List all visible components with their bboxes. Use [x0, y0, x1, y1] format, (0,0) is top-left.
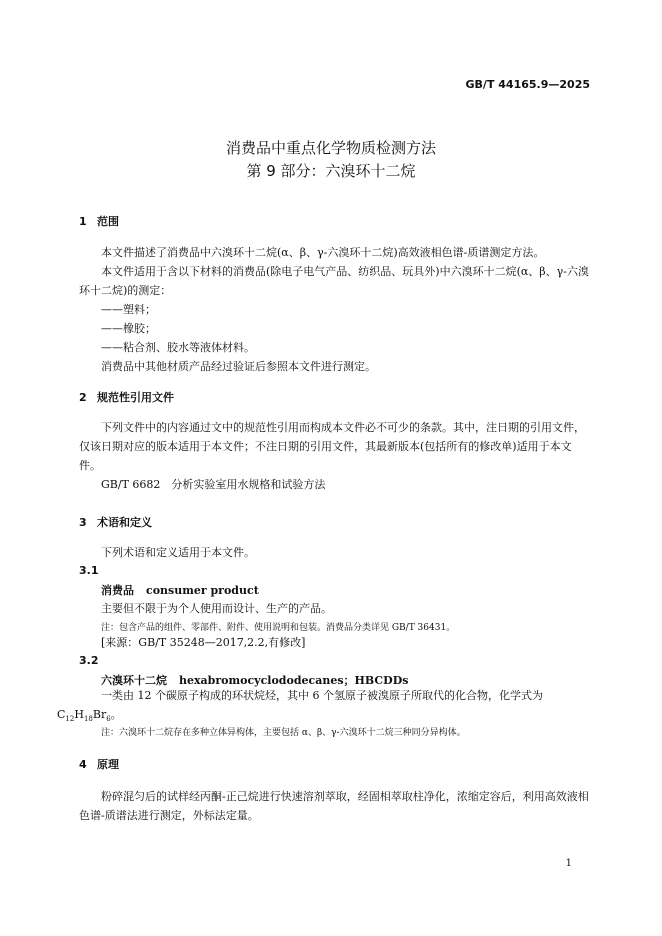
term-number: 3.2 — [79, 654, 99, 667]
list-item: ——橡胶； — [101, 322, 156, 335]
section-4-body: 粉碎混匀后的试样经丙酮-正己烷进行快速溶剂萃取，经固相萃取柱净化，浓缩定容后，利用高效液相色谱-质谱法进行测定，外标法定量。 — [79, 790, 589, 822]
paragraph: 本文件适用于含以下材料的消费品(除电子电气产品、纺织品、玩具外)中六溴环十二烷(α、β、γ-六溴环十二烷)的测定： — [79, 265, 589, 297]
term-en: consumer product — [146, 584, 259, 597]
list-item: ——粘合剂、胶水等液体材料。 — [101, 341, 255, 354]
reference-item: GB/T 6682 分析实验室用水规格和试验方法 — [101, 478, 326, 491]
chemical-formula: $C_{12}H_{18}Br_6$。 — [57, 708, 122, 724]
term-zh: 消费品 — [101, 584, 134, 597]
document-title: 消费品中重点化学物质检测方法 — [225, 139, 436, 157]
term-entry — [101, 582, 259, 598]
term-definition: 主要但不限于为个人使用而设计、生产的产品。 — [101, 602, 332, 615]
section-3-intro: 下列术语和定义适用于本文件。 — [101, 546, 255, 559]
paragraph: 消费品中其他材质产品经过验证后参照本文件进行测定。 — [101, 360, 376, 373]
paragraph: 下列文件中的内容通过文中的规范性引用而构成本文件必不可少的条款。其中，注日期的引用文件，仅该日期对应的版本适用于本文件；不注日期的引用文件，其最新版本(包括所有的修改单)适用于本文件。 — [79, 421, 585, 472]
term-number: 3.1 — [79, 564, 99, 577]
section-1-heading: 1 范围 — [79, 215, 119, 228]
section-2-body — [79, 418, 591, 494]
document-subtitle: 第 9 部分：六溴环十二烷 — [246, 162, 416, 180]
section-1-body — [79, 243, 591, 376]
term-source: [来源：GB/T 35248—2017,2.2,有修改] — [101, 636, 306, 649]
list-item: ——塑料； — [101, 303, 156, 316]
term-note: 注：包含产品的组件、零部件、附件、使用说明和包装。消费品分类详见 GB/T 36431。 — [101, 623, 456, 633]
paragraph: 本文件描述了消费品中六溴环十二烷(α、β、γ-六溴环十二烷)高效液相色谱-质谱测定方法。 — [101, 246, 545, 259]
section-2-heading: 2 规范性引用文件 — [79, 391, 174, 404]
section-3-heading: 3 术语和定义 — [79, 516, 152, 529]
standard-number: GB/T 44165.9—2025 — [465, 78, 590, 91]
page-number: 1 — [565, 858, 572, 869]
term-en: hexabromocyclododecanes；HBCDDs — [179, 674, 409, 687]
term-note: 注：六溴环十二烷存在多种立体异构体，主要包括 α、β、γ-六溴环十二烷三种同分异构体。 — [101, 728, 466, 738]
term-zh: 六溴环十二烷 — [101, 674, 167, 687]
term-definition: 一类由 12 个碳原子构成的环状烷烃，其中 6 个氢原子被溴原子所取代的化合物，化学式为 $C_{12}H_{18}Br_6$。 — [57, 689, 543, 724]
section-4-heading: 4 原理 — [79, 758, 119, 771]
